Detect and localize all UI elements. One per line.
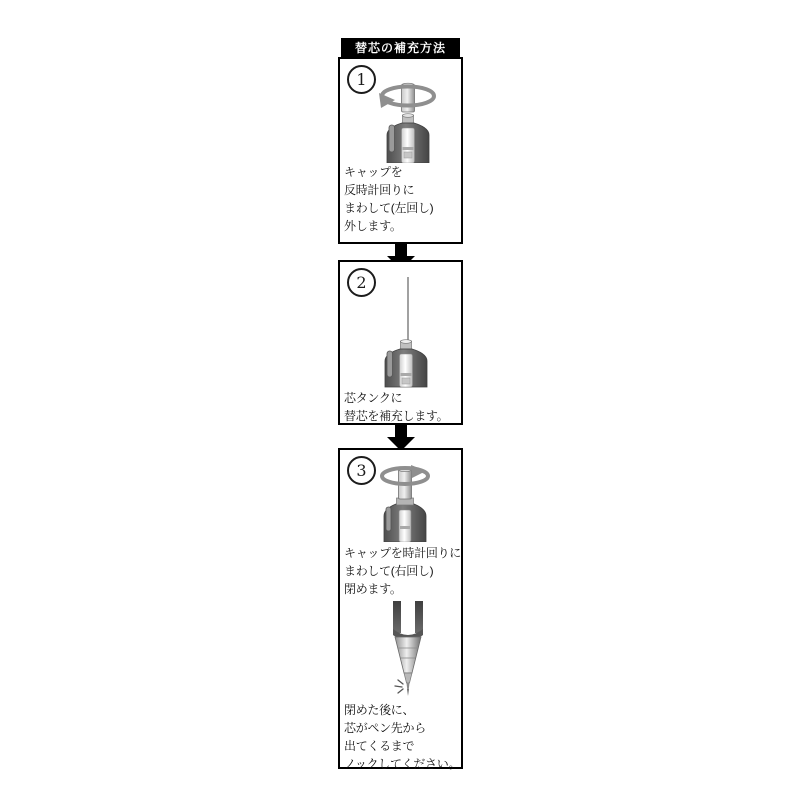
instruction-line: まわして(左回し) — [344, 201, 434, 215]
step-1-text — [344, 163, 461, 235]
instruction-line: キャップを — [344, 165, 403, 179]
step-3-number: 3 — [347, 456, 376, 485]
cap-unscrew-illustration — [368, 79, 448, 163]
sparkle-icon — [395, 680, 403, 693]
step-1-panel — [338, 57, 463, 244]
step-3-knock-text — [344, 701, 461, 773]
step-1-number: 1 — [347, 65, 376, 94]
step-2-number: 2 — [347, 268, 376, 297]
lead-refill-illustration — [366, 277, 446, 389]
instruction-line: 反時計回りに — [344, 183, 415, 197]
title-bar: 替芯の補充方法 — [341, 38, 460, 58]
instruction-line: 閉めます。 — [344, 582, 402, 596]
lead-point — [407, 689, 408, 696]
lead-stick — [407, 277, 409, 345]
cap-close-illustration — [365, 464, 445, 542]
step-3-panel — [338, 448, 463, 769]
instruction-line: 芯タンクに — [344, 391, 403, 405]
instruction-line: ノックしてください。 — [344, 757, 461, 771]
instruction-line: 芯がペン先から — [344, 721, 426, 735]
instruction-line: 外します。 — [344, 219, 402, 233]
instruction-line: キャップを時計回りに — [344, 546, 462, 560]
step-2-panel — [338, 260, 463, 425]
step-2-text — [344, 389, 461, 425]
step-3-text — [344, 544, 461, 598]
instruction-line: 替芯を補充します。 — [344, 409, 449, 423]
instruction-line: 閉めた後に、 — [344, 703, 415, 717]
instruction-line: まわして(右回し) — [344, 564, 434, 578]
instruction-line: 出てくるまで — [344, 739, 415, 753]
pen-tip-illustration — [368, 601, 448, 701]
